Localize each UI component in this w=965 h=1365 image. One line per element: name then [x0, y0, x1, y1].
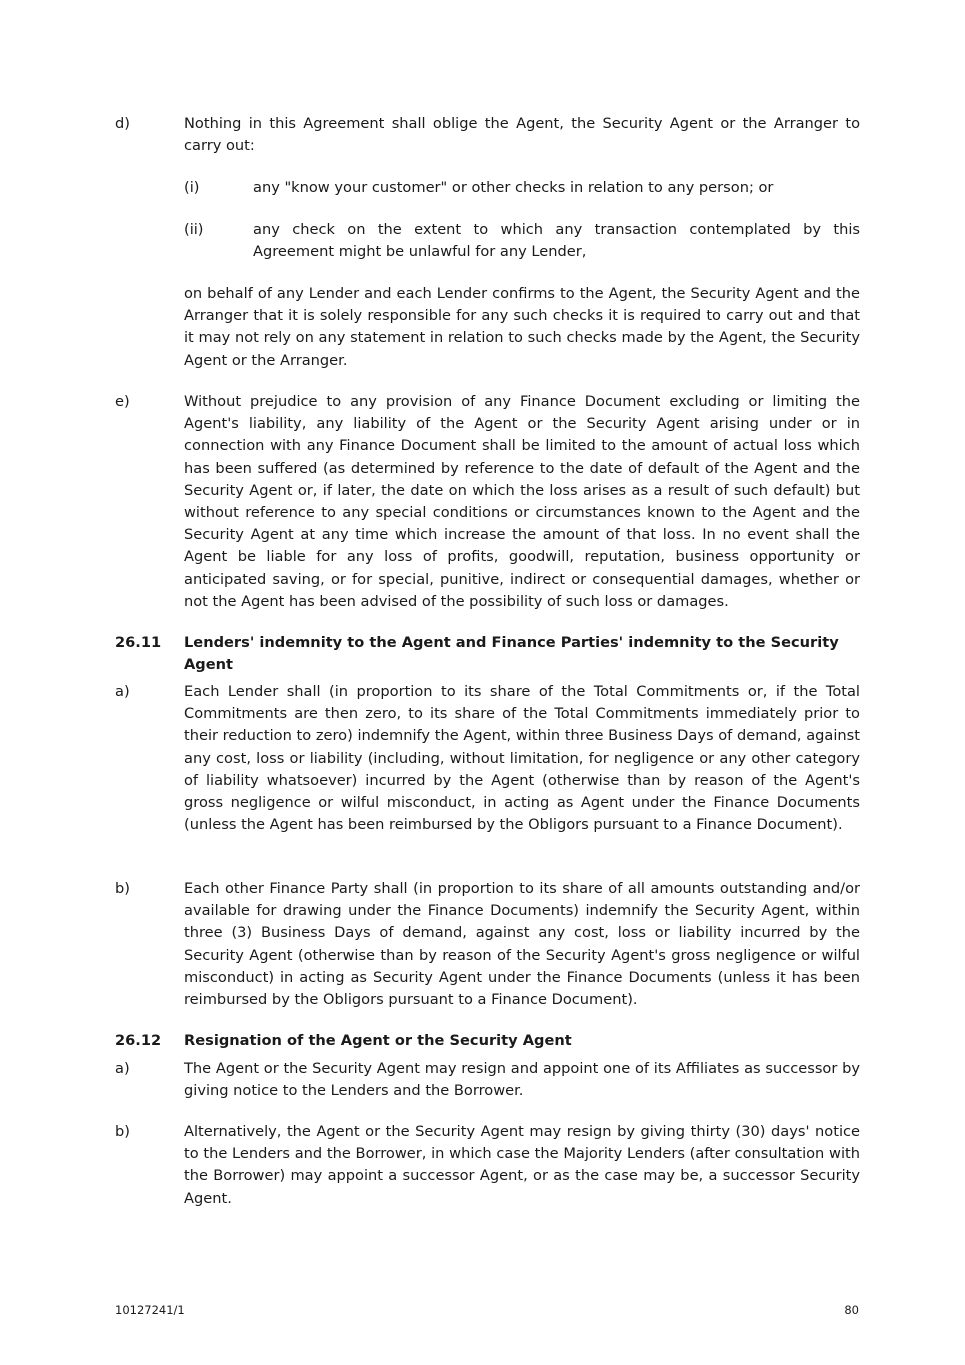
clause-label: b)	[115, 880, 130, 897]
page-number: 80	[844, 1303, 859, 1317]
clause-label: b)	[115, 1123, 130, 1140]
clause-text: Each Lender shall (in proportion to its share of the Total Commitments or, if the Total Commitments are then zero, to its share of the Total Commitments immediately prior to their reduction to zero) indemnify the Agent, within three Business Days of demand, against any cost, loss or liability (including, without limitation, for negligence or any other category of liability whatsoever) incurred by the Agent (otherwise than by reason of the Agent's gross negligence or wilful misconduct, in acting as Agent under the Finance Documents (unless the Agent has been reimbursed by the Obligors pursuant to a Finance Document).	[184, 683, 860, 834]
sub-item-label: (i)	[184, 179, 200, 196]
sub-item-label: (ii)	[184, 221, 204, 238]
clause-text: Without prejudice to any provision of any Finance Document excluding or limiting the Agent's liability, any liability of the Agent or the Security Agent arising under or in connection with any Finance Document shall be limited to the amount of actual loss which has been suffered (as determined by reference to the date of default of the Agent and the Security Agent or, if later, the date on which the loss arises as a result of such default) but without reference to any special conditions or circumstances known to the Agent and the Security Agent at any time which increase the amount of that loss. In no event shall the Agent be liable for any loss of profits, goodwill, reputation, business opportunity or anticipated saving, or for special, punitive, indirect or consequential damages, whether or not the Agent has been advised of the possibility of such loss or damages.	[184, 393, 860, 610]
clause-text: Alternatively, the Agent or the Security Agent may resign by giving thirty (30) days' notice to the Lenders and the Borrower, in which case the Majority Lenders (after consultation with the Borrower) may appoint a successor Agent, or as the case may be, a successor Security Agent.	[184, 1123, 860, 1207]
clause-label: a)	[115, 1060, 130, 1077]
clause-label: d)	[115, 115, 130, 132]
section-title: Lenders' indemnity to the Agent and Finance Parties' indemnity to the Security Agent	[184, 634, 839, 674]
sub-item-text: any "know your customer" or other checks in relation to any person; or	[253, 179, 774, 196]
clause-label: e)	[115, 393, 130, 410]
document-reference: 10127241/1	[115, 1303, 185, 1317]
clause-text: Each other Finance Party shall (in proportion to its share of all amounts outstanding and/or available for drawing under the Finance Documents) indemnify the Security Agent, within three (3) Business Days of demand, against any cost, loss or liability incurred by the Security Agent (otherwise than by reason of the Security Agent's gross negligence or wilful misconduct) in acting as Security Agent under the Finance Documents (unless it has been reimbursed by the Obligors pursuant to a Finance Document).	[184, 880, 860, 1009]
clause-label: a)	[115, 683, 130, 700]
continuation-text: on behalf of any Lender and each Lender confirms to the Agent, the Security Agent and the Arranger that it is solely responsible for any such checks it is required to carry out and that it may not rely on any statement in relation to such checks made by the Agent, the Security Agent or the Arranger.	[184, 285, 860, 369]
section-number: 26.12	[115, 1032, 162, 1049]
clause-text: The Agent or the Security Agent may resign and appoint one of its Affiliates as successor by giving notice to the Lenders and the Borrower.	[184, 1060, 860, 1100]
section-title: Resignation of the Agent or the Security Agent	[184, 1032, 572, 1049]
clause-text: Nothing in this Agreement shall oblige the Agent, the Security Agent or the Arranger to carry out:	[184, 115, 860, 155]
sub-item-text: any check on the extent to which any transaction contemplated by this Agreement might be unlawful for any Lender,	[253, 221, 860, 261]
section-number: 26.11	[115, 634, 162, 651]
